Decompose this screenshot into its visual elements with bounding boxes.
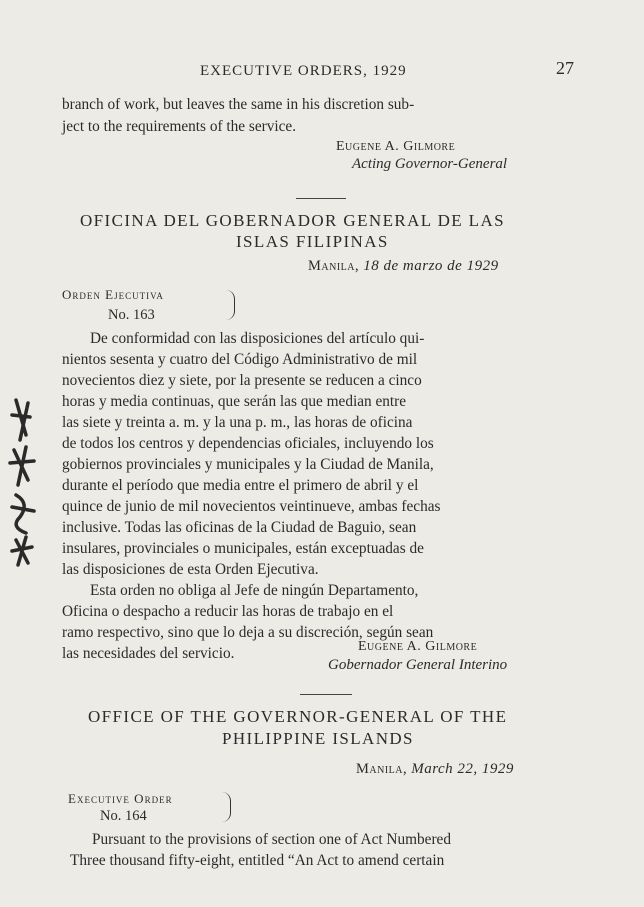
dateline-place: Manila, [356,761,408,777]
section-divider [300,694,352,695]
signature-title: Gobernador General Interino [328,657,508,673]
text-line: ject to the requirements of the service. [62,118,297,135]
section-heading: ISLAS FILIPINAS [236,232,389,251]
text-line: inclusive. Todas las oficinas de la Ciudad de Baguio, sean [62,519,417,536]
section-divider [296,198,346,199]
text-line: Oficina o despacho a reducir las horas de trabajo en el [62,603,394,620]
dateline-date: March 22, 1929 [411,761,514,777]
order-brace [226,290,235,320]
text-line: gobiernos provinciales y municipales y la Ciudad de Manila, [62,456,434,473]
text-line: las siete y treinta a. m. y la una p. m., las horas de oficina [62,414,413,431]
text-line: Pursuant to the provisions of section one of Act Numbered [92,831,451,848]
order-number: No. 164 [100,808,147,824]
text-line: horas y media continuas, que serán las que median entre [62,393,407,410]
text-line: nientos sesenta y cuatro del Código Administrativo de mil [62,351,418,368]
text-line: las disposiciones de esta Orden Ejecutiva. [62,561,319,578]
signature-name: Eugene A. Gilmore [336,139,456,154]
order-number: No. 163 [108,307,155,323]
running-title: EXECUTIVE ORDERS, 1929 [200,63,407,79]
text-line: insulares, provinciales o municipales, están exceptuadas de [62,540,424,557]
page-number: 27 [556,58,574,78]
dateline-place: Manila, [308,258,360,274]
text-line: Three thousand fifty-eight, entitled “An Act to amend certain [70,852,445,869]
signature-name: Eugene A. Gilmore [358,639,478,654]
text-line: las necesidades del servicio. [62,645,235,662]
text-line: novecientos diez y siete, por la presente se reducen a cinco [62,372,422,389]
signature-title: Acting Governor-General [352,156,508,172]
order-brace [222,792,231,822]
text-line: de todos los centros y dependencias oficiales, incluyendo los [62,435,434,452]
dateline [356,761,514,778]
section-heading: OFFICE OF THE GOVERNOR-GENERAL OF THE [88,707,508,726]
text-line: durante el período que media entre el primero de abril y el [62,477,419,494]
order-label: Orden Ejecutiva [62,287,164,302]
text-line: branch of work, but leaves the same in his discretion sub- [62,96,415,113]
text-line: quince de junio de mil novecientos veintinueve, ambas fechas [62,498,441,515]
margin-scribble-icon [6,395,42,570]
dateline [308,258,499,275]
text-line: Esta orden no obliga al Jefe de ningún Departamento, [90,582,419,599]
section-heading: OFICINA DEL GOBERNADOR GENERAL DE LAS [80,211,506,230]
dateline-date: 18 de marzo de 1929 [363,258,499,274]
text-line: De conformidad con las disposiciones del artículo qui- [90,330,425,347]
order-label: Executive Order [68,791,173,806]
text-line: ramo respectivo, sino que lo deja a su discreción, según sean [62,624,434,641]
section-heading: PHILIPPINE ISLANDS [222,729,414,748]
